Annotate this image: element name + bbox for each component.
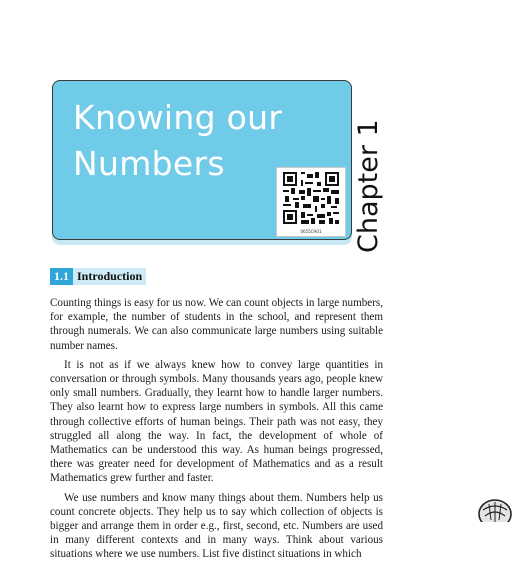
body-text: [50, 296, 383, 567]
qr-caption: 0655CH01: [300, 229, 322, 234]
section-heading: [50, 268, 146, 285]
decorative-illustration-icon: [471, 492, 512, 522]
chapter-title: [73, 95, 293, 187]
section-number: 1.1: [50, 268, 73, 285]
paragraph: Counting things is easy for us now. We can count objects in large numbers, for example, the number of students in the school, and represent them through numerals. We can also communicate large numbers using suitable number names.: [50, 297, 383, 352]
chapter-label: Chapter 1: [353, 119, 384, 253]
section-title: Introduction: [73, 268, 146, 285]
qr-code-icon: [283, 172, 339, 224]
paragraph: It is not as if we always knew how to convey large quantities in conversation or through symbols. Many thousands years ago, people knew only small numbers. Gradually, they learnt how to handle larger numbers. They also learnt how to express large numbers in symbols. All this came through collective efforts of human beings. Their path was not easy, they struggled all along the way. In fact, the development of whole of Mathematics can be understood this way. As human beings progressed, there was greater need for development of Mathematics and as a result Mathematics grew further and faster.: [50, 358, 383, 485]
chapter-title-line-2: Numbers: [73, 144, 225, 183]
paragraph: We use numbers and know many things about them. Numbers help us count concrete objects. They help us to say which collection of objects is bigger and arrange them in order e.g., first, second, etc. Numbers are used in many different contexts and in many ways. Think about various situations where we use numbers. List five distinct situations in which: [50, 491, 383, 561]
chapter-title-line-1: Knowing our: [73, 98, 283, 137]
qr-code[interactable]: [276, 167, 346, 237]
chapter-title-card: [52, 80, 352, 240]
